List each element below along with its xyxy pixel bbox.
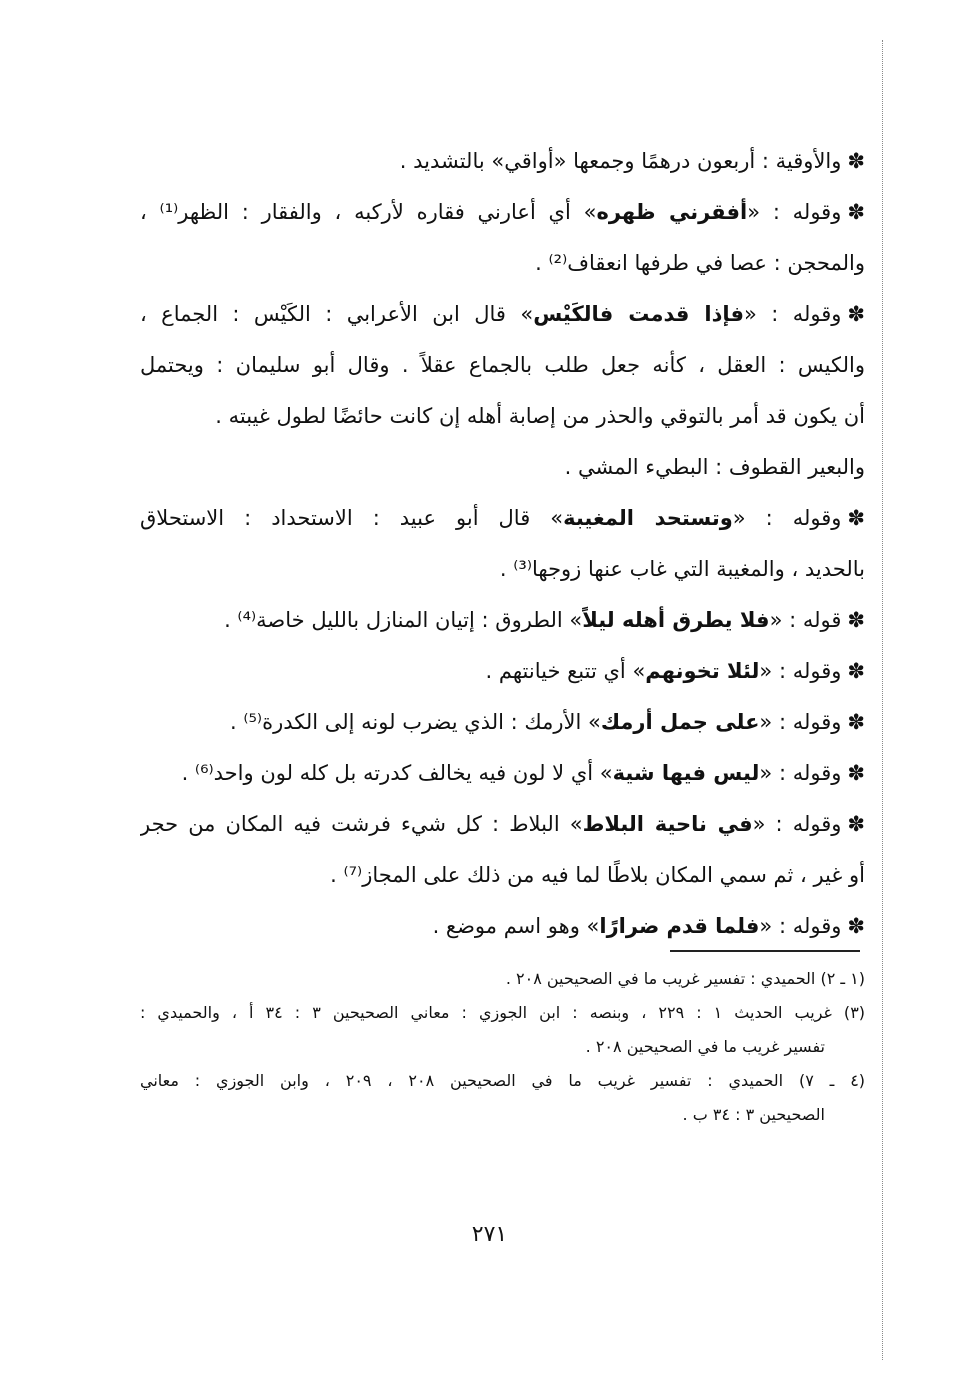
- text-line: ✽وقوله : «أفقرني ظهره» أي أعارني فقاره لأركبه ، والفقار : الظهر⁽¹⁾ ،: [140, 200, 865, 224]
- page-edge-dotted-line: [882, 40, 883, 1360]
- hadith-keyword: فلما قدم ضرارًا: [599, 914, 760, 938]
- hadith-keyword: على جمل أرمك: [600, 710, 760, 734]
- hadith-keyword: فلا يطرق أهله ليلاً: [582, 608, 770, 632]
- bullet-star-icon: ✽: [847, 761, 865, 785]
- text-line: ✽وقوله : «على جمل أرمك» الأرمك : الذي يضرب لونه إلى الكدرة⁽⁵⁾ .: [229, 710, 865, 734]
- text-line: والمحجن : عصا في طرفها انعقاف⁽²⁾ .: [535, 251, 865, 275]
- bullet-star-icon: ✽: [847, 812, 865, 836]
- bullet-star-icon: ✽: [847, 302, 865, 326]
- bullet-star-icon: ✽: [847, 710, 865, 734]
- footnote-separator: [670, 950, 860, 952]
- text-line: ✽وقوله : «في ناحية البلاط» البلاط : كل شيء فرشت فيه المكان من حجر: [140, 812, 865, 836]
- text-line: ✽والأوقية : أربعون درهمًا وجمعها «أواقي» بالتشديد .: [399, 149, 865, 173]
- footnotes: [140, 962, 865, 1132]
- footnote-continuation: تفسير غريب ما في الصحيحين ٢٠٨ .: [585, 1037, 825, 1056]
- text-line: أن يكون قد أمر بالتوقي والحذر من إصابة أهله إن كانت حائضًا لطول غيبته .: [215, 404, 865, 428]
- hadith-keyword: فإذا قدمت فالكَيْس: [533, 302, 744, 326]
- main-text: [140, 136, 865, 952]
- bullet-star-icon: ✽: [847, 608, 865, 632]
- bullet-star-icon: ✽: [847, 914, 865, 938]
- text-line: ✽وقوله : «ليس فيها شية» أي لا لون فيه يخالف كدرته بل كله لون واحد⁽⁶⁾ .: [181, 761, 865, 785]
- hadith-keyword: أفقرني ظهره: [596, 200, 748, 224]
- footnote: (١ ـ ٢) الحميدي : تفسير غريب ما في الصحيحين ٢٠٨ .: [505, 969, 865, 988]
- bullet-star-icon: ✽: [847, 506, 865, 530]
- hadith-keyword: في ناحية البلاط: [582, 812, 753, 836]
- text-line: والكيس : العقل ، كأنه جعل طلب بالجماع عقلاً . وقال أبو سليمان : ويحتمل: [140, 353, 865, 377]
- text-line: أو غير ، ثم سمي المكان بلاطًا لما فيه من ذلك على المجاز⁽⁷⁾ .: [330, 863, 865, 887]
- text-line: ✽وقوله : «فإذا قدمت فالكَيْس» قال ابن الأعرابي : الكَيْس : الجماع ،: [140, 302, 865, 326]
- footnote: (٤ ـ ٧) الحميدي : تفسير غريب ما في الصحيحين ٢٠٨ ، ٢٠٩ ، وابن الجوزي : معاني: [140, 1071, 865, 1090]
- text-line: ✽وقوله : «وتستحد المغيبة» قال أبو عبيد : الاستحداد : الاستحلاق: [140, 506, 865, 530]
- bullet-star-icon: ✽: [847, 149, 865, 173]
- footnote-continuation: الصحيحين ٣ : ٣٤ ب .: [682, 1105, 825, 1124]
- hadith-keyword: لئلا تخونهم: [645, 659, 760, 683]
- footnote: (٣) غريب الحديث ١ : ٢٢٩ ، وبنصه : ابن الجوزي : معاني الصحيحين ٣ : ٣٤ أ ، والحميدي :: [140, 1003, 865, 1022]
- text-line: بالحديد ، والمغيبة التي غاب عنها زوجها⁽³⁾ .: [499, 557, 865, 581]
- text-line: ✽وقوله : «لئلا تخونهم» أي تتبع خيانتهم .: [485, 659, 865, 683]
- page-number: ٢٧١: [471, 1222, 508, 1247]
- text-line: والبعير القطوف : البطيء المشي .: [564, 455, 865, 479]
- bullet-star-icon: ✽: [847, 659, 865, 683]
- bullet-star-icon: ✽: [847, 200, 865, 224]
- hadith-keyword: وتستحد المغيبة: [563, 506, 733, 530]
- hadith-keyword: ليس فيها شية: [612, 761, 760, 785]
- text-line: ✽قوله : «فلا يطرق أهله ليلاً» الطروق : إتيان المنازل بالليل خاصة⁽⁴⁾ .: [224, 608, 865, 632]
- text-line: ✽وقوله : «فلما قدم ضرارًا» وهو اسم موضع .: [432, 914, 865, 938]
